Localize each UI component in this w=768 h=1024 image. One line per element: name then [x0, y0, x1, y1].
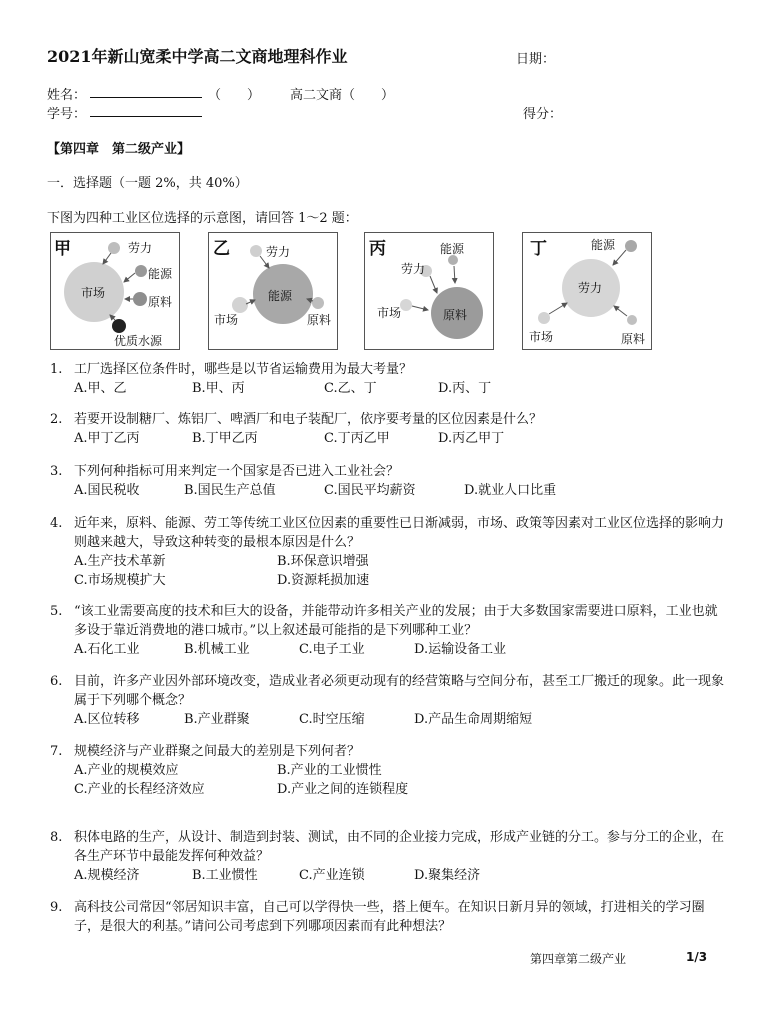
label-market: 市场 — [214, 313, 239, 327]
option-c[interactable]: C.产业的长程经济效应 — [74, 782, 205, 797]
label-water: 优质水源 — [114, 334, 163, 348]
option-b[interactable]: B.国民生产总值 — [184, 483, 276, 498]
option-b[interactable]: B.工业惯性 — [192, 868, 258, 883]
question-number: 8. — [50, 830, 63, 845]
label-labor: 劳力 — [128, 241, 153, 255]
option-d[interactable]: D.聚集经济 — [414, 868, 481, 883]
option-c[interactable]: C.时空压缩 — [299, 712, 365, 727]
label-energy: 能源 — [591, 238, 616, 252]
id-label: 学号： — [47, 107, 87, 122]
option-b[interactable]: B.产业的工业惯性 — [277, 763, 382, 778]
question-stem: 工厂选择区位条件时，哪些是以节省运输费用为最大考量？ — [74, 362, 413, 377]
question-stem: 规模经济与产业群聚之间最大的差别是下列何者？ — [74, 744, 361, 759]
option-a[interactable]: A.甲、乙 — [74, 381, 127, 396]
chapter-heading: 【第四章 第二级产业】 — [47, 142, 191, 157]
question-number: 5. — [50, 604, 63, 619]
option-c[interactable]: C.市场规模扩大 — [74, 573, 166, 588]
diagram-label: 丙 — [369, 239, 386, 259]
question-2 — [50, 410, 730, 448]
diagram-label: 甲 — [54, 239, 71, 259]
question-number: 4. — [50, 516, 63, 531]
option-d[interactable]: D.丙乙甲丁 — [438, 431, 505, 446]
diagram-jia — [50, 232, 180, 350]
question-9 — [50, 898, 730, 936]
class-field: 高二文商（ ） — [290, 88, 395, 103]
date-label: 日期： — [516, 52, 556, 67]
name-label: 姓名： — [47, 88, 87, 103]
diagram-label: 乙 — [213, 239, 230, 259]
name-blank[interactable] — [90, 85, 202, 98]
option-c[interactable]: C.电子工业 — [299, 642, 365, 657]
page-title: 2021年新山宽柔中学高二文商地理科作业 — [47, 47, 348, 66]
option-d[interactable]: D.资源耗损加速 — [277, 573, 370, 588]
label-material: 原料 — [307, 313, 332, 327]
option-a[interactable]: A.产业的规模效应 — [74, 763, 179, 778]
question-number: 3. — [50, 464, 63, 479]
page-number: 1/3 — [686, 950, 708, 964]
option-b[interactable]: B.机械工业 — [184, 642, 250, 657]
diagram-yi — [208, 232, 338, 350]
seat-number-paren: （ ） — [208, 88, 261, 103]
option-d[interactable]: D.产业之间的连锁程度 — [277, 782, 409, 797]
label-material: 原料 — [443, 308, 468, 322]
option-b[interactable]: B.甲、丙 — [192, 381, 245, 396]
footer-chapter: 第四章第二级产业 — [530, 952, 627, 966]
label-energy: 能源 — [148, 267, 173, 281]
diagram-intro: 下图为四种工业区位选择的示意图，请回答 1～2 题： — [47, 211, 358, 226]
option-a[interactable]: A.国民税收 — [74, 483, 140, 498]
option-b[interactable]: B.丁甲乙丙 — [192, 431, 258, 446]
option-d[interactable]: D.就业人口比重 — [464, 483, 557, 498]
section-heading: 一．选择题（一题 2%，共 40%） — [47, 176, 248, 191]
question-stem: 目前，许多产业因外部环境改变，造成业者必须更动现有的经营策略与空间分布，甚至工厂搬迁的现象。此一现象属于下列哪个概念？ — [74, 674, 725, 708]
question-stem: 若要开设制糖厂、炼铝厂、啤酒厂和电子装配厂，依序要考量的区位因素是什么？ — [74, 412, 543, 427]
question-number: 6. — [50, 674, 63, 689]
score-label: 得分： — [523, 107, 563, 122]
question-number: 1. — [50, 362, 63, 377]
label-energy: 能源 — [268, 289, 293, 303]
option-a[interactable]: A.规模经济 — [74, 868, 140, 883]
question-stem: 下列何种指标可用来判定一个国家是否已进入工业社会？ — [74, 464, 400, 479]
option-c[interactable]: C.产业连锁 — [299, 868, 365, 883]
option-a[interactable]: A.甲丁乙丙 — [74, 431, 140, 446]
question-stem: “该工业需要高度的技术和巨大的设备，并能带动许多相关产业的发展；由于大多数国家需要进口原料，工业也就多设于靠近消费地的港口城市。”以上叙述最可能指的是下列哪种工业？ — [74, 604, 718, 638]
question-1 — [50, 360, 730, 398]
option-b[interactable]: B.环保意识增强 — [277, 554, 369, 569]
label-labor: 劳力 — [266, 245, 291, 259]
question-3 — [50, 462, 730, 500]
label-labor: 劳力 — [578, 281, 603, 295]
option-d[interactable]: D.运输设备工业 — [414, 642, 507, 657]
label-labor: 劳力 — [401, 262, 426, 276]
label-market: 市场 — [377, 306, 402, 320]
label-material: 原料 — [148, 295, 173, 309]
label-material: 原料 — [621, 332, 646, 346]
option-a[interactable]: A.区位转移 — [74, 712, 140, 727]
question-7 — [50, 742, 730, 799]
option-c[interactable]: C.乙、丁 — [324, 381, 377, 396]
label-energy: 能源 — [440, 242, 465, 256]
question-6 — [50, 672, 730, 729]
diagram-label: 丁 — [530, 239, 547, 259]
question-number: 2. — [50, 412, 63, 427]
diagram-bing — [364, 232, 494, 350]
question-stem: 积体电路的生产，从设计、制造到封装、测试，由不同的企业接力完成，形成产业链的分工。参与分工的企业，在各生产环节中最能发挥何种效益？ — [74, 830, 725, 864]
option-a[interactable]: A.生产技术革新 — [74, 554, 166, 569]
question-stem: 高科技公司常因“邻居知识丰富，自己可以学得快一些，搭上便车。在知识日新月异的领域，打进相关的学习圈子，是很大的利基。”请问公司考虑到下列哪项因素而有此种想法？ — [74, 900, 705, 934]
question-8 — [50, 828, 730, 885]
label-market: 市场 — [81, 286, 106, 300]
question-stem: 近年来，原料、能源、劳工等传统工业区位因素的重要性已日渐减弱，市场、政策等因素对工业区位选择的影响力则越来越大，导致这种转变的最根本原因是什么？ — [74, 516, 725, 550]
question-number: 9. — [50, 900, 63, 915]
option-a[interactable]: A.石化工业 — [74, 642, 140, 657]
option-c[interactable]: C.丁丙乙甲 — [324, 431, 390, 446]
label-market: 市场 — [529, 330, 554, 344]
question-4 — [50, 514, 730, 590]
option-d[interactable]: D.丙、丁 — [438, 381, 492, 396]
question-5 — [50, 602, 730, 659]
option-c[interactable]: C.国民平均薪资 — [324, 483, 416, 498]
option-d[interactable]: D.产品生命周期缩短 — [414, 712, 533, 727]
option-b[interactable]: B.产业群聚 — [184, 712, 250, 727]
question-number: 7. — [50, 744, 63, 759]
id-blank[interactable] — [90, 104, 202, 117]
diagram-ding — [522, 232, 652, 350]
